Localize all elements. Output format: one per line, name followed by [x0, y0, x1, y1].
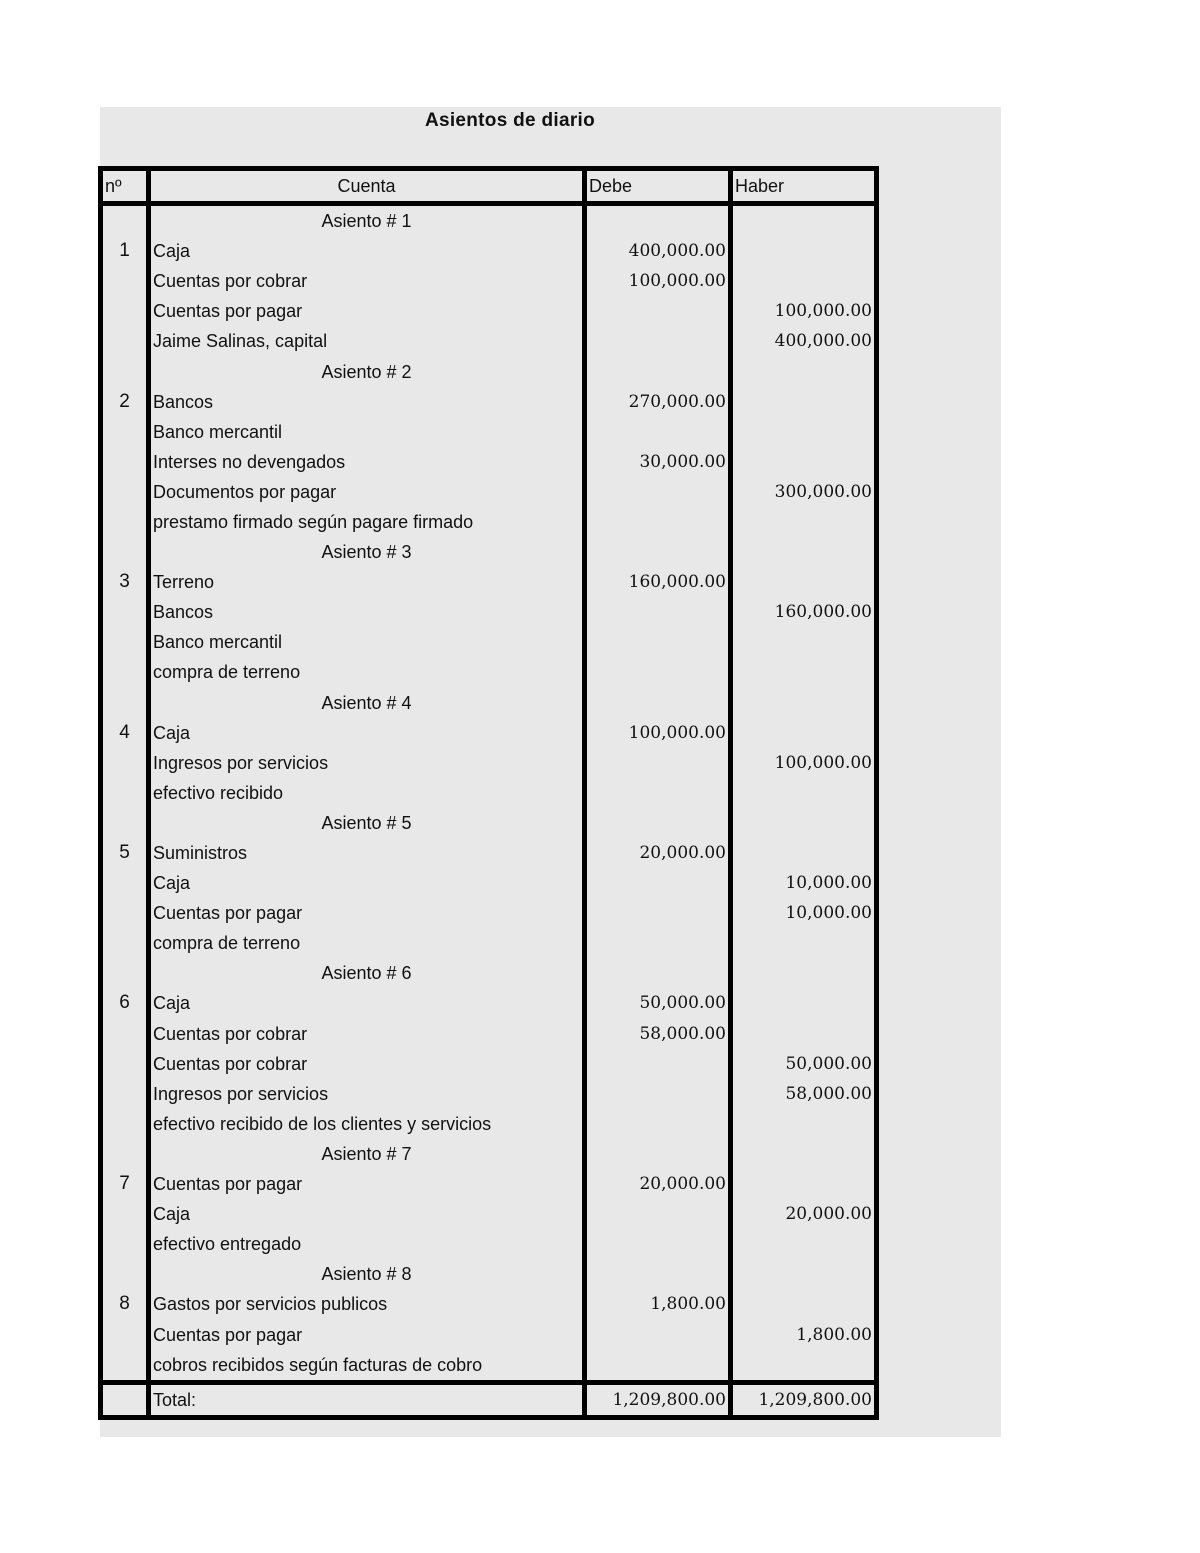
row-number [101, 1079, 149, 1109]
total-n-cell [101, 1382, 149, 1417]
account-name: Cuentas por pagar [149, 1169, 585, 1199]
haber-amount [731, 988, 877, 1018]
haber-amount: 20,000.00 [731, 1199, 877, 1229]
table-row [101, 1259, 877, 1289]
haber-amount [731, 1169, 877, 1199]
debe-amount [585, 868, 731, 898]
row-number [101, 477, 149, 507]
table-row [101, 988, 877, 1018]
haber-amount [731, 1229, 877, 1259]
debe-amount [585, 898, 731, 928]
table-row [101, 417, 877, 447]
account-name: Cuentas por pagar [149, 1319, 585, 1349]
row-number [101, 507, 149, 537]
row-number [101, 868, 149, 898]
debe-amount: 20,000.00 [585, 1169, 731, 1199]
table-row [101, 1350, 877, 1383]
row-number [101, 204, 149, 237]
haber-amount [731, 688, 877, 718]
debe-amount: 400,000.00 [585, 236, 731, 266]
table-row [101, 1079, 877, 1109]
table-row [101, 387, 877, 417]
row-number: 7 [101, 1169, 149, 1199]
total-haber: 1,209,800.00 [731, 1382, 877, 1417]
haber-amount [731, 236, 877, 266]
account-name: Cuentas por pagar [149, 898, 585, 928]
table-row [101, 1229, 877, 1259]
table-row [101, 1169, 877, 1199]
row-number: 4 [101, 718, 149, 748]
debe-amount: 160,000.00 [585, 567, 731, 597]
row-number [101, 808, 149, 838]
journal-table [98, 166, 879, 1420]
debe-amount [585, 1109, 731, 1139]
row-number [101, 688, 149, 718]
haber-amount [731, 447, 877, 477]
debe-amount: 1,800.00 [585, 1289, 731, 1319]
debe-amount [585, 1350, 731, 1383]
haber-amount [731, 1139, 877, 1169]
account-name: Caja [149, 236, 585, 266]
debe-amount: 100,000.00 [585, 266, 731, 296]
row-number [101, 778, 149, 808]
account-name: Interses no devengados [149, 447, 585, 477]
asiento-heading: Asiento # 8 [149, 1259, 585, 1289]
row-number [101, 417, 149, 447]
debe-amount [585, 1139, 731, 1169]
header-haber: Haber [731, 169, 877, 204]
row-number: 5 [101, 838, 149, 868]
row-number [101, 748, 149, 778]
row-number: 6 [101, 988, 149, 1018]
row-number [101, 447, 149, 477]
account-name: Banco mercantil [149, 417, 585, 447]
debe-amount [585, 657, 731, 687]
haber-amount [731, 1259, 877, 1289]
haber-amount: 58,000.00 [731, 1079, 877, 1109]
asiento-heading: Asiento # 6 [149, 958, 585, 988]
table-row [101, 748, 877, 778]
row-number: 2 [101, 387, 149, 417]
debe-amount: 30,000.00 [585, 447, 731, 477]
table-row [101, 567, 877, 597]
table-row [101, 597, 877, 627]
debe-amount [585, 1079, 731, 1109]
haber-amount [731, 567, 877, 597]
table-row [101, 1109, 877, 1139]
table-row [101, 657, 877, 687]
row-number [101, 898, 149, 928]
haber-amount [731, 507, 877, 537]
page-title: Asientos de diario [424, 110, 596, 131]
table-row [101, 1139, 877, 1169]
haber-amount [731, 778, 877, 808]
haber-amount: 160,000.00 [731, 597, 877, 627]
account-name: Cuentas por cobrar [149, 1049, 585, 1079]
haber-amount: 1,800.00 [731, 1319, 877, 1349]
account-name: Cuentas por pagar [149, 296, 585, 326]
debe-amount [585, 356, 731, 386]
haber-amount [731, 204, 877, 237]
haber-amount [731, 1019, 877, 1049]
row-number [101, 296, 149, 326]
debe-amount [585, 1049, 731, 1079]
row-number [101, 266, 149, 296]
asiento-heading: Asiento # 5 [149, 808, 585, 838]
account-name: Documentos por pagar [149, 477, 585, 507]
table-row [101, 808, 877, 838]
debe-amount [585, 808, 731, 838]
account-name: Jaime Salinas, capital [149, 326, 585, 356]
account-name: efectivo recibido [149, 778, 585, 808]
table-row [101, 266, 877, 296]
haber-amount: 300,000.00 [731, 477, 877, 507]
haber-amount [731, 1350, 877, 1383]
debe-amount [585, 688, 731, 718]
row-number [101, 1139, 149, 1169]
account-name: Caja [149, 718, 585, 748]
haber-amount: 400,000.00 [731, 326, 877, 356]
debe-amount [585, 326, 731, 356]
haber-amount: 50,000.00 [731, 1049, 877, 1079]
debe-amount [585, 417, 731, 447]
debe-amount [585, 537, 731, 567]
haber-amount: 100,000.00 [731, 296, 877, 326]
row-number: 3 [101, 567, 149, 597]
row-number [101, 1019, 149, 1049]
row-number [101, 356, 149, 386]
row-number [101, 597, 149, 627]
table-row [101, 898, 877, 928]
header-debe: Debe [585, 169, 731, 204]
row-number [101, 1049, 149, 1079]
debe-amount [585, 296, 731, 326]
debe-amount [585, 597, 731, 627]
account-name: efectivo recibido de los clientes y servicios [149, 1109, 585, 1139]
haber-amount [731, 537, 877, 567]
account-name: Caja [149, 1199, 585, 1229]
table-row [101, 296, 877, 326]
table-row [101, 507, 877, 537]
debe-amount [585, 1259, 731, 1289]
debe-amount [585, 778, 731, 808]
debe-amount: 50,000.00 [585, 988, 731, 1018]
table-row [101, 537, 877, 567]
header-cuenta: Cuenta [149, 169, 585, 204]
table-row [101, 356, 877, 386]
table-row [101, 778, 877, 808]
account-name: Cuentas por cobrar [149, 266, 585, 296]
table-row [101, 928, 877, 958]
total-debe: 1,209,800.00 [585, 1382, 731, 1417]
account-name: Bancos [149, 597, 585, 627]
row-number [101, 1229, 149, 1259]
row-number [101, 1199, 149, 1229]
haber-amount [731, 1289, 877, 1319]
total-label: Total: [149, 1382, 585, 1417]
table-row [101, 204, 877, 237]
table-row [101, 718, 877, 748]
total-row [101, 1382, 877, 1417]
table-row [101, 477, 877, 507]
row-number [101, 1259, 149, 1289]
row-number [101, 928, 149, 958]
haber-amount [731, 958, 877, 988]
row-number [101, 627, 149, 657]
row-number: 1 [101, 236, 149, 266]
debe-amount: 100,000.00 [585, 718, 731, 748]
account-name: Caja [149, 988, 585, 1018]
haber-amount [731, 417, 877, 447]
haber-amount [731, 808, 877, 838]
haber-amount [731, 928, 877, 958]
table-row [101, 838, 877, 868]
debe-amount: 270,000.00 [585, 387, 731, 417]
haber-amount: 100,000.00 [731, 748, 877, 778]
account-name: cobros recibidos según facturas de cobro [149, 1350, 585, 1383]
account-name: compra de terreno [149, 928, 585, 958]
table-row [101, 1019, 877, 1049]
debe-amount [585, 477, 731, 507]
row-number [101, 1350, 149, 1383]
account-name: Caja [149, 868, 585, 898]
debe-amount [585, 1229, 731, 1259]
debe-amount [585, 627, 731, 657]
debe-amount [585, 1199, 731, 1229]
table-row [101, 1289, 877, 1319]
account-name: Terreno [149, 567, 585, 597]
haber-amount: 10,000.00 [731, 868, 877, 898]
debe-amount [585, 958, 731, 988]
haber-amount [731, 838, 877, 868]
account-name: Ingresos por servicios [149, 1079, 585, 1109]
asiento-heading: Asiento # 4 [149, 688, 585, 718]
table-row [101, 236, 877, 266]
table-row [101, 326, 877, 356]
account-name: Cuentas por cobrar [149, 1019, 585, 1049]
debe-amount: 58,000.00 [585, 1019, 731, 1049]
haber-amount [731, 627, 877, 657]
table-row [101, 1049, 877, 1079]
debe-amount [585, 204, 731, 237]
table-row [101, 1199, 877, 1229]
account-name: Gastos por servicios publicos [149, 1289, 585, 1319]
table-row [101, 1319, 877, 1349]
haber-amount [731, 387, 877, 417]
account-name: prestamo firmado según pagare firmado [149, 507, 585, 537]
table-header-row [101, 169, 877, 204]
table-row [101, 688, 877, 718]
asiento-heading: Asiento # 7 [149, 1139, 585, 1169]
debe-amount [585, 1319, 731, 1349]
debe-amount [585, 507, 731, 537]
row-number [101, 537, 149, 567]
row-number [101, 958, 149, 988]
account-name: efectivo entregado [149, 1229, 585, 1259]
row-number [101, 657, 149, 687]
account-name: Banco mercantil [149, 627, 585, 657]
haber-amount: 10,000.00 [731, 898, 877, 928]
debe-amount [585, 748, 731, 778]
account-name: compra de terreno [149, 657, 585, 687]
debe-amount [585, 928, 731, 958]
row-number [101, 1319, 149, 1349]
haber-amount [731, 266, 877, 296]
row-number [101, 326, 149, 356]
haber-amount [731, 718, 877, 748]
table-row [101, 627, 877, 657]
account-name: Ingresos por servicios [149, 748, 585, 778]
asiento-heading: Asiento # 2 [149, 356, 585, 386]
account-name: Suministros [149, 838, 585, 868]
account-name: Bancos [149, 387, 585, 417]
table-row [101, 958, 877, 988]
table-row [101, 868, 877, 898]
asiento-heading: Asiento # 1 [149, 204, 585, 237]
haber-amount [731, 1109, 877, 1139]
table-row [101, 447, 877, 477]
header-n: nº [101, 169, 149, 204]
row-number [101, 1109, 149, 1139]
haber-amount [731, 356, 877, 386]
haber-amount [731, 657, 877, 687]
asiento-heading: Asiento # 3 [149, 537, 585, 567]
debe-amount: 20,000.00 [585, 838, 731, 868]
row-number: 8 [101, 1289, 149, 1319]
